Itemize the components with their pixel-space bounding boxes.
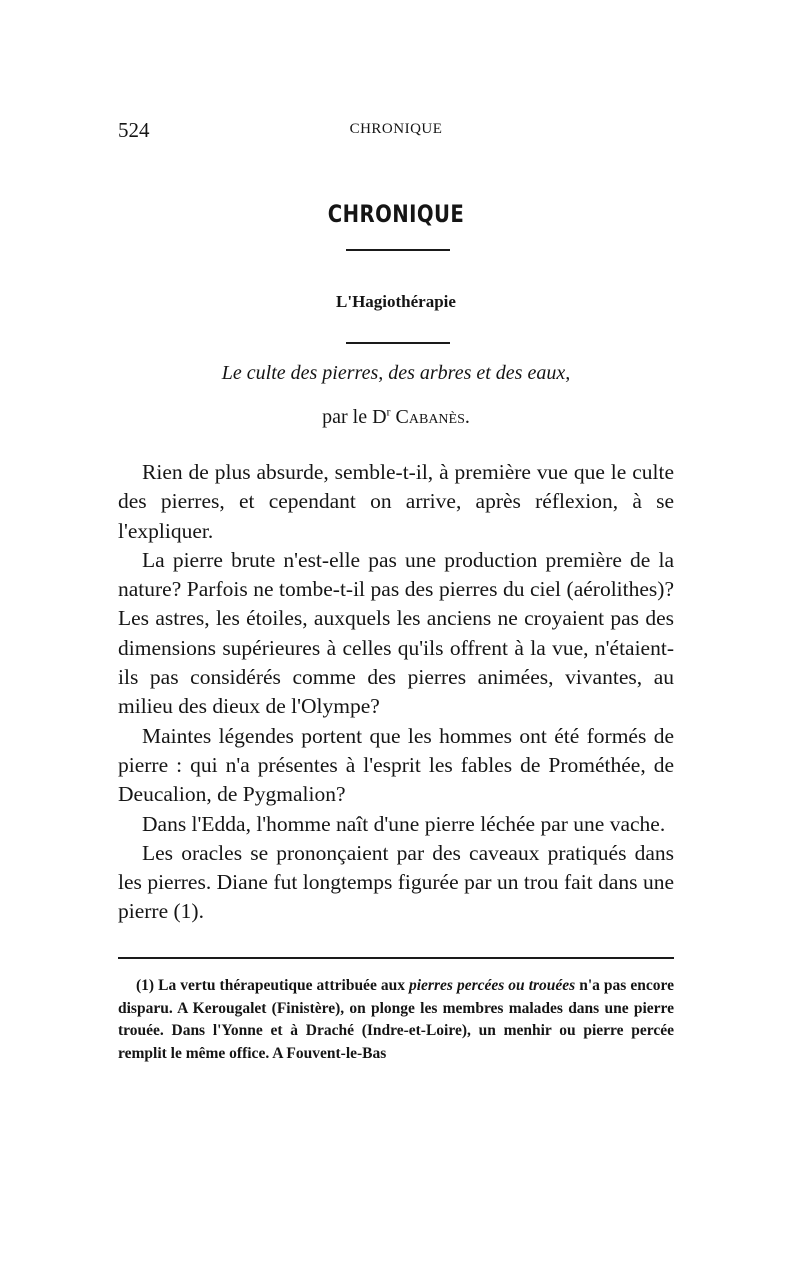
running-title: CHRONIQUE [349, 121, 443, 137]
author-name: Cabanès. [395, 406, 470, 428]
paragraph: Rien de plus absurde, semble-t-il, à première vue que le culte des pierres, et cependant on arrive, après réflexion, à se l'expliquer. [118, 460, 674, 543]
paragraph: Les oracles se prononçaient par des caveaux pratiqués dans les pierres. Diane fut longtemps figurée par un trou fait dans une pierre (1). [118, 840, 674, 924]
footnote-divider [118, 957, 674, 959]
reviewed-book-title: Le culte des pierres, des arbres et des eaux, [221, 362, 571, 384]
footnote-lead: (1) La vertu thérapeutique attribuée aux [136, 977, 409, 994]
reviewed-book-author [118, 406, 674, 429]
chapter-title: CHRONIQUE [327, 200, 465, 228]
paragraph: Dans l'Edda, l'homme naît d'une pierre léchée par une vache. [142, 811, 666, 836]
page-number: 524 [118, 118, 150, 142]
footnote-rest: n'a pas encore disparu. A Kerougalet (Finistère), on plonge les membres malades dans une pierre trouée. Dans l'Yonne et à Draché (Indre-et-Loire), un menhir ou pierre percée remplit le même office. A Fouvent-le-Bas [118, 977, 674, 1062]
author-prefix: par le D [322, 406, 387, 428]
body-text [118, 458, 674, 927]
paragraph: Maintes légendes portent que les hommes ont été formés de pierre : qui n'a présentes à l'esprit les fables de Prométhée, de Deucalion, de Pygmalion? [118, 723, 674, 807]
footnote [118, 975, 674, 1065]
paragraph: La pierre brute n'est-elle pas une production première de la nature? Parfois ne tombe-t-il pas des pierres du ciel (aérolithes)? Les astres, les étoiles, auxquels les anciens ne croyaient pas des dimensions supérieures à celles qu'ils offrent à la vue, n'étaient-ils pas considérés comme des pierres animées, vivantes, au milieu des dieux de l'Olympe? [118, 547, 674, 719]
running-head [118, 118, 674, 146]
footnote-emphasis: pierres percées ou trouées [409, 977, 576, 994]
author-title-superscript: r [386, 404, 391, 419]
title-divider [346, 249, 450, 251]
subtitle-divider [346, 342, 450, 344]
section-subtitle: L'Hagiothérapie [336, 292, 456, 311]
footnote-paragraph [118, 975, 674, 1065]
